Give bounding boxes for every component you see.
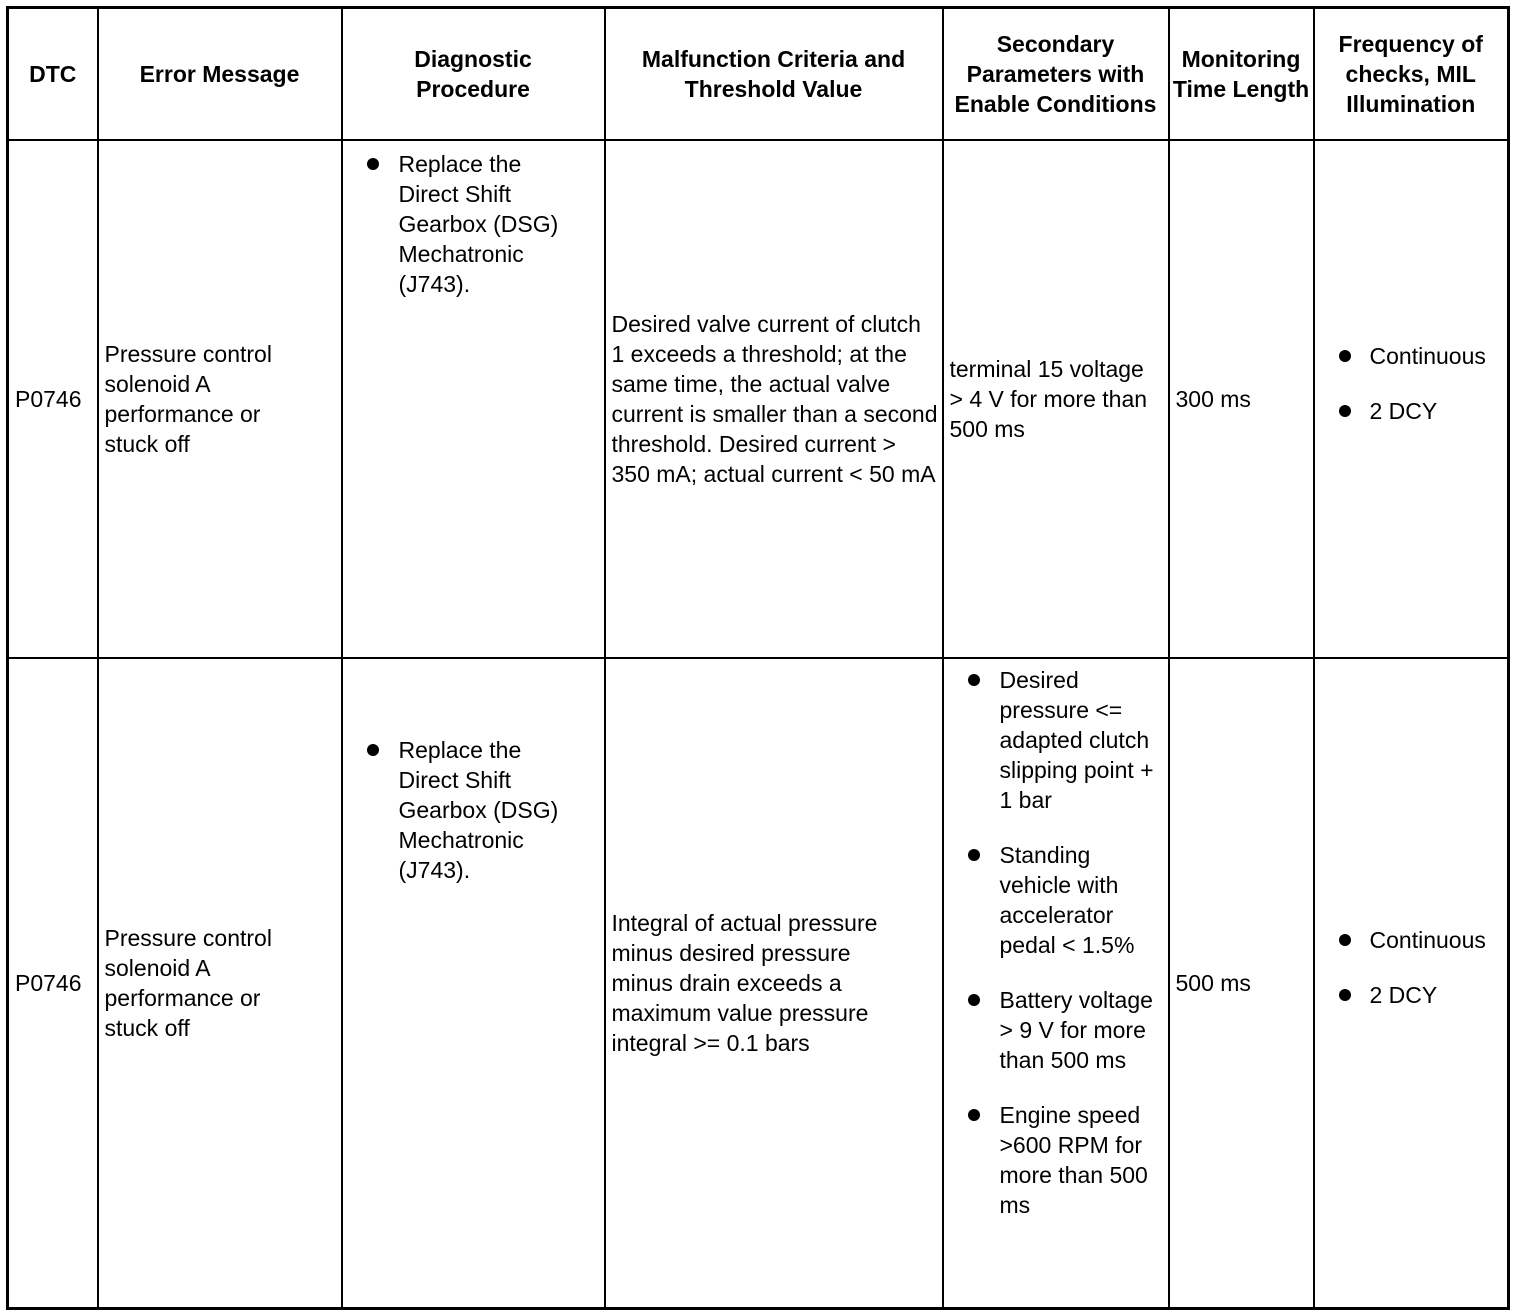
- list-item: Replace the Direct Shift Gearbox (DSG) Mechatronic (J743).: [343, 735, 604, 885]
- list-item: Desired pressure <= adapted clutch slipping point + 1 bar: [944, 665, 1164, 815]
- header-malfunction-criteria: Malfunction Criteria and Threshold Value: [605, 8, 943, 140]
- monitoring-time: 500 ms: [1169, 658, 1314, 1309]
- diagnostic-procedure-list: [343, 735, 604, 885]
- frequency-list: [1315, 925, 1508, 1010]
- header-dtc: DTC: [8, 8, 98, 140]
- header-diagnostic-procedure: Diagnostic Procedure: [342, 8, 605, 140]
- error-message: Pressure control solenoid A performance or stuck off: [98, 140, 342, 658]
- table-row: [8, 658, 1509, 1309]
- diagnostic-procedure-list: [343, 149, 604, 299]
- frequency: [1314, 140, 1509, 658]
- header-secondary-parameters: Secondary Parameters with Enable Conditions: [943, 8, 1169, 140]
- dtc-code: P0746: [8, 140, 98, 658]
- list-item: Continuous: [1315, 341, 1508, 371]
- list-item: Standing vehicle with accelerator pedal < 1.5%: [944, 840, 1164, 960]
- header-frequency: Frequency of checks, MIL Illumination: [1314, 8, 1509, 140]
- table-row: [8, 140, 1509, 658]
- dtc-code: P0746: [8, 658, 98, 1309]
- diagnostic-procedure: [342, 140, 605, 658]
- diagnostic-procedure: [342, 658, 605, 1309]
- list-item: 2 DCY: [1315, 396, 1508, 426]
- list-item: Battery voltage > 9 V for more than 500 ms: [944, 985, 1164, 1075]
- secondary-parameters: terminal 15 voltage > 4 V for more than 500 ms: [943, 140, 1169, 658]
- list-item: Engine speed >600 RPM for more than 500 ms: [944, 1100, 1164, 1220]
- header-error-message: Error Message: [98, 8, 342, 140]
- list-item: Replace the Direct Shift Gearbox (DSG) Mechatronic (J743).: [343, 149, 604, 299]
- malfunction-criteria: Integral of actual pressure minus desired pressure minus drain exceeds a maximum value pressure integral >= 0.1 bars: [605, 658, 943, 1309]
- monitoring-time: 300 ms: [1169, 140, 1314, 658]
- secondary-parameters: [943, 658, 1169, 1309]
- frequency-list: [1315, 341, 1508, 426]
- frequency: [1314, 658, 1509, 1309]
- malfunction-criteria: Desired valve current of clutch 1 exceeds a threshold; at the same time, the actual valve current is smaller than a second threshold. Desired current > 350 mA; actual current < 50 mA: [605, 140, 943, 658]
- secondary-parameters-list: [944, 665, 1164, 1220]
- list-item: 2 DCY: [1315, 980, 1508, 1010]
- dtc-table: [6, 6, 1510, 1310]
- header-monitoring-time: Monitoring Time Length: [1169, 8, 1314, 140]
- header-row: [8, 8, 1509, 140]
- list-item: Continuous: [1315, 925, 1508, 955]
- error-message: Pressure control solenoid A performance or stuck off: [98, 658, 342, 1309]
